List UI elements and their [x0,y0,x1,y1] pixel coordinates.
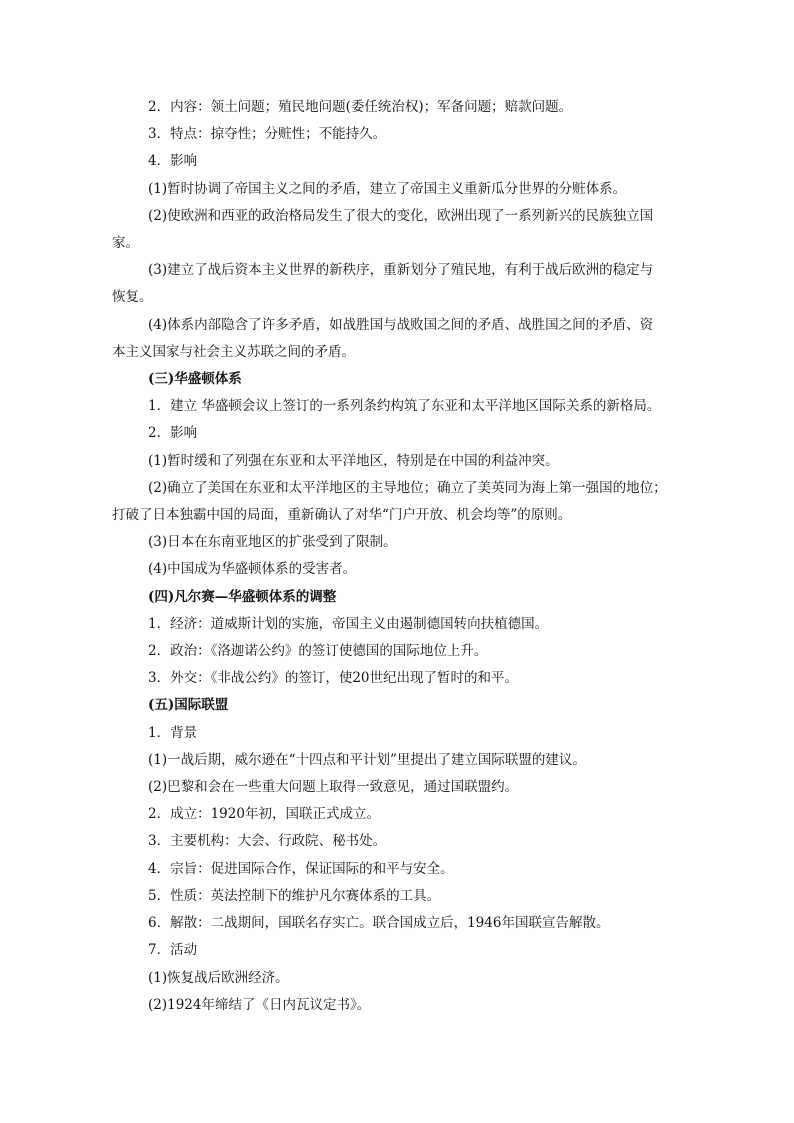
text-line: 打破了日本独霸中国的局面，重新确认了对华“门户开放、机会均等”的原则。 [112,507,572,524]
text-line: (2)巴黎和会在一些重大问题上取得一致意见，通过国联盟约。 [148,779,519,796]
section-heading: (五)国际联盟 [148,697,229,714]
section-heading: (四)凡尔赛—华盛顿体系的调整 [148,588,337,605]
text-line: 恢复。 [112,289,153,306]
text-line: 2．内容：领土问题；殖民地问题(委任统治权)；军备问题；赔款问题。 [148,99,573,115]
text-line: (2)确立了美国在东亚和太平洋地区的主导地位；确立了美英同为海上第一强国的地位； [148,479,667,496]
text-line: 1．建立 华盛顿会议上签订的一系列条约构筑了东亚和太平洋地区国际关系的新格局。 [148,398,661,415]
text-line: 3．外交：《非战公约》的签订，使20世纪出现了暂时的和平。 [148,670,519,687]
text-line: (1)一战后期，威尔逊在“十四点和平计划”里提出了建立国际联盟的建议。 [148,751,586,768]
text-line: 3．特点：掠夺性；分赃性；不能持久。 [148,126,387,143]
text-line: 2．影响 [148,425,198,442]
text-line: 2．成立：1920年初，国联正式成立。 [148,806,380,823]
text-line: (1)暂时协调了帝国主义之间的矛盾，建立了帝国主义重新瓜分世界的分赃体系。 [148,180,627,197]
text-line: 6．解散：二战期间，国联名存实亡。联合国成立后，1946年国联宣告解散。 [148,915,610,932]
text-line: (1)恢复战后欧洲经济。 [148,969,289,986]
text-line: 本主义国家与社会主义苏联之间的矛盾。 [112,343,355,360]
text-line: (2)使欧洲和西亚的政治格局发生了很大的变化，欧洲出现了一系列新兴的民族独立国 [148,207,654,224]
text-line: (2)1924年缔结了《日内瓦议定书》。 [148,996,371,1013]
text-line: 3．主要机构：大会、行政院、秘书处。 [148,833,387,850]
text-line: (4)中国成为华盛顿体系的受害者。 [148,561,357,578]
text-line: 5．性质：英法控制下的维护凡尔赛体系的工具。 [148,887,441,904]
text-line: 1．经济：道威斯计划的实施，帝国主义由遏制德国转向扶植德国。 [148,615,549,632]
text-line: 2．政治：《洛迦诺公约》的签订使德国的国际地位上升。 [148,643,488,660]
text-line: 家。 [112,235,139,252]
text-line: (1)暂时缓和了列强在东亚和太平洋地区，特别是在中国的利益冲突。 [148,452,559,469]
text-line: (4)体系内部隐含了许多矛盾，如战胜国与战败国之间的矛盾、战胜国之间的矛盾、资 [148,316,654,333]
text-line: 4．影响 [148,153,198,170]
text-line: 1．背景 [148,724,198,741]
text-line: 4．宗旨：促进国际合作，保证国际的和平与安全。 [148,860,454,877]
text-line: 7．活动 [148,942,198,959]
text-line: (3)日本在东南亚地区的扩张受到了限制。 [148,534,397,551]
section-heading: (三)华盛顿体系 [148,371,242,388]
text-line: (3)建立了战后资本主义世界的新秩序，重新划分了殖民地，有利于战后欧洲的稳定与 [148,262,654,279]
